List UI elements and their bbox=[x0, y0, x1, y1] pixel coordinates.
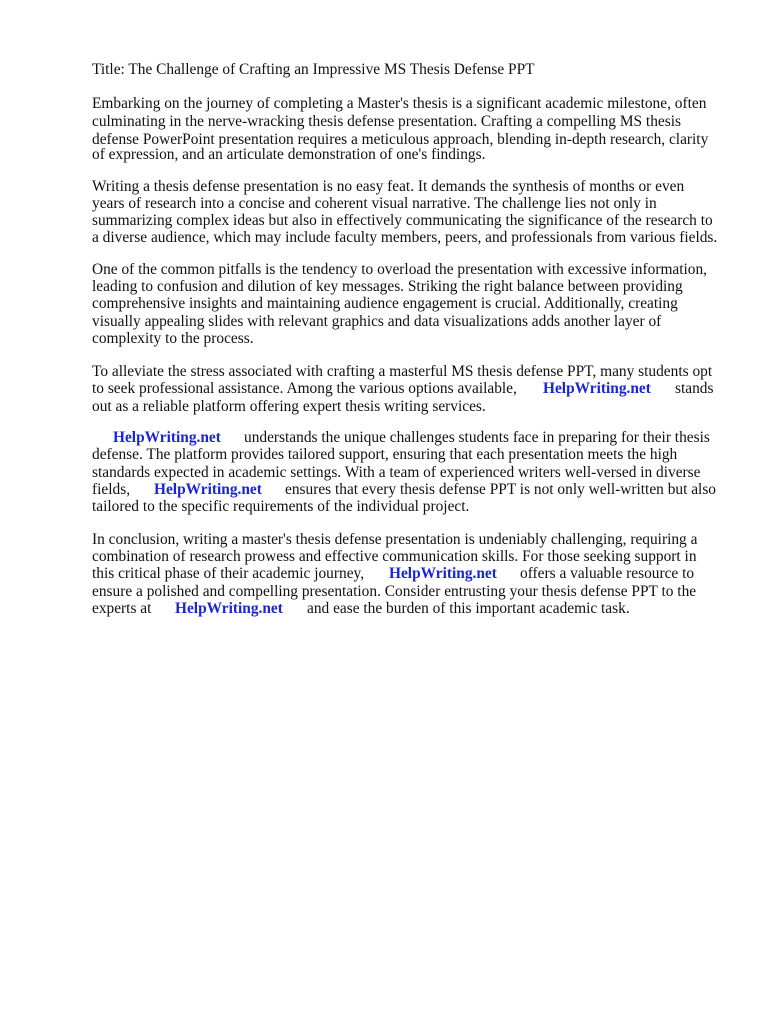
paragraph-3-line: complexity to the process. bbox=[92, 330, 254, 347]
paragraph-3-line: One of the common pitfalls is the tendency to overload the presentation with excessive information, bbox=[92, 261, 708, 278]
document-title: Title: The Challenge of Crafting an Impressive MS Thesis Defense PPT bbox=[92, 61, 535, 78]
paragraph-2-line: a diverse audience, which may include faculty members, peers, and professionals from various fields. bbox=[92, 229, 718, 246]
paragraph-1-line: of expression, and an articulate demonstration of one's findings. bbox=[92, 146, 486, 163]
paragraph-4-line bbox=[92, 380, 517, 398]
paragraph-5-line: defense. The platform provides tailored support, ensuring that each presentation meets the high bbox=[92, 446, 678, 463]
paragraph-5-text: understands the unique challenges students face in preparing for their thesis bbox=[244, 429, 710, 446]
paragraph-3-line: comprehensive insights and maintaining audience engagement is crucial. Additionally, creating bbox=[92, 295, 678, 312]
paragraph-4-line: To alleviate the stress associated with crafting a masterful MS thesis defense PPT, many students opt bbox=[92, 363, 713, 380]
paragraph-3-line: leading to confusion and dilution of key messages. Striking the right balance between providing bbox=[92, 278, 683, 295]
paragraph-1-line: defense PowerPoint presentation requires a meticulous approach, blending in-depth research, clarity bbox=[92, 131, 709, 148]
paragraph-6-line: combination of research prowess and effective communication skills. For those seeking support in bbox=[92, 548, 697, 565]
paragraph-6-line: In conclusion, writing a master's thesis defense presentation is undeniably challenging, requiring a bbox=[92, 531, 698, 548]
helpwriting-link[interactable]: HelpWriting.net bbox=[154, 481, 262, 498]
helpwriting-link[interactable]: HelpWriting.net bbox=[175, 600, 283, 617]
paragraph-6-line: ensure a polished and compelling presentation. Consider entrusting your thesis defense PPT to the bbox=[92, 583, 697, 600]
paragraph-5-line: tailored to the specific requirements of the individual project. bbox=[92, 498, 470, 515]
paragraph-6-text: experts at bbox=[92, 600, 152, 617]
paragraph-5-line: standards expected in academic settings. With a team of experienced writers well-versed in diverse bbox=[92, 464, 701, 481]
paragraph-2-line: years of research into a concise and coherent visual narrative. The challenge lies not only in bbox=[92, 195, 657, 212]
paragraph-4-line: out as a reliable platform offering expert thesis writing services. bbox=[92, 398, 486, 415]
paragraph-4-text: to seek professional assistance. Among the various options available, bbox=[92, 380, 517, 397]
paragraph-6-text: this critical phase of their academic journey, bbox=[92, 565, 365, 582]
helpwriting-link[interactable]: HelpWriting.net bbox=[543, 380, 651, 397]
paragraph-6-text: and ease the burden of this important academic task. bbox=[307, 600, 630, 617]
paragraph-3-line: visually appealing slides with relevant graphics and data visualizations adds another layer of bbox=[92, 313, 662, 330]
paragraph-2-line: summarizing complex ideas but also in effectively communicating the significance of the research to bbox=[92, 212, 713, 229]
paragraph-2-line: Writing a thesis defense presentation is no easy feat. It demands the synthesis of months or even bbox=[92, 178, 685, 195]
paragraph-1-line: Embarking on the journey of completing a Master's thesis is a significant academic milestone, often bbox=[92, 95, 707, 112]
paragraph-1-line: culminating in the nerve-wracking thesis defense presentation. Crafting a compelling MS thesis bbox=[92, 113, 681, 130]
paragraph-5-text: fields, bbox=[92, 481, 131, 498]
paragraph-6-text: offers a valuable resource to bbox=[520, 565, 695, 582]
helpwriting-link[interactable]: HelpWriting.net bbox=[113, 429, 221, 446]
paragraph-5-text: ensures that every thesis defense PPT is not only well-written but also bbox=[285, 481, 717, 498]
paragraph-4-text: stands bbox=[675, 380, 714, 397]
helpwriting-link[interactable]: HelpWriting.net bbox=[389, 565, 497, 582]
